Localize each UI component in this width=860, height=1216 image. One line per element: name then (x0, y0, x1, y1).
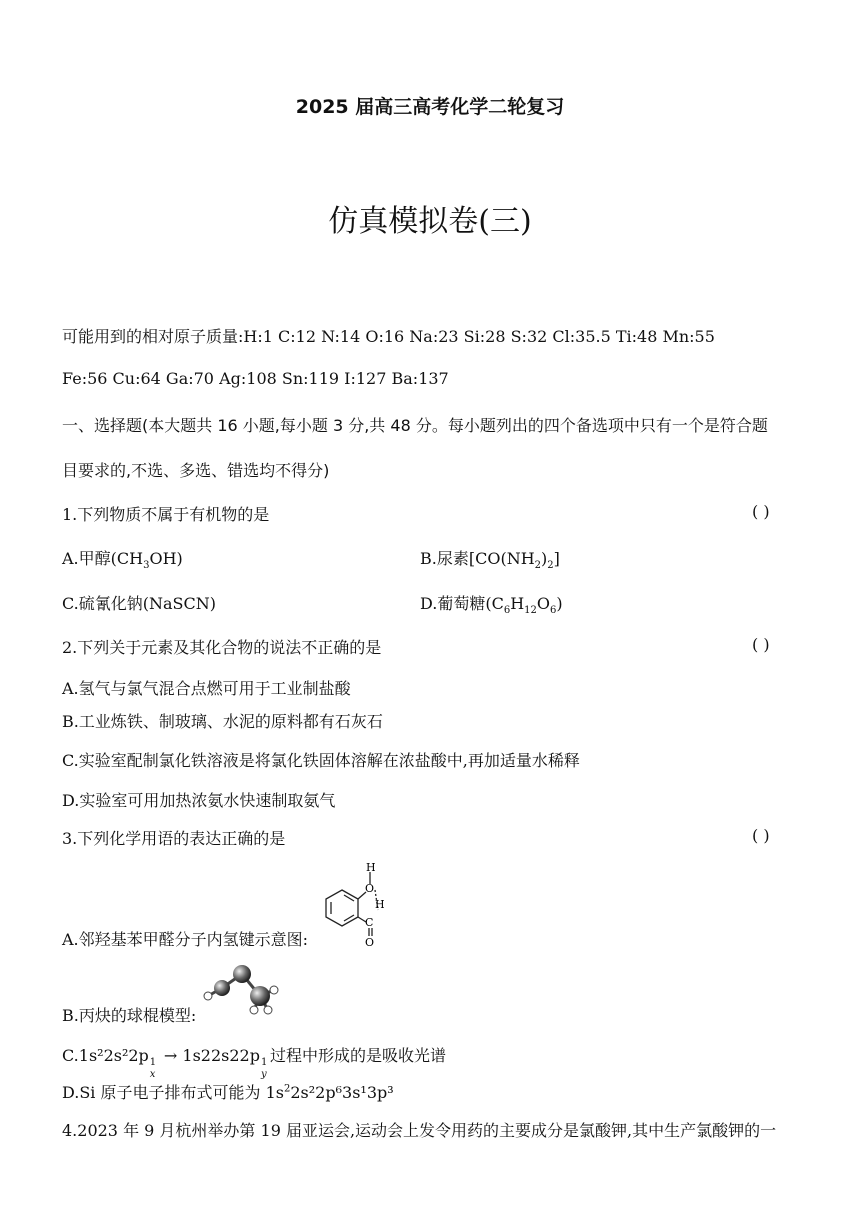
o-label: O (365, 882, 375, 895)
q3-option-b: B.丙炔的球棍模型: (62, 1006, 197, 1025)
c-atom (233, 965, 251, 983)
q2-option-c: C.实验室配制氯化铁溶液是将氯化铁固体溶解在浓盐酸中,再加适量水稀释 (62, 751, 580, 770)
atomic-masses-line2: Fe:56 Cu:64 Ga:70 Ag:108 Sn:119 I:127 Ba:137 (62, 369, 449, 388)
o-label: O (365, 936, 375, 948)
doc-header: 2025 届高三高考化学二轮复习 (295, 96, 565, 118)
atomic-masses-line1: 可能用到的相对原子质量:H:1 C:12 N:14 O:16 Na:23 Si:28 S:32 Cl:35.5 Ti:48 Mn:55 (62, 327, 715, 346)
q3-option-a: A.邻羟基苯甲醛分子内氢键示意图: (62, 930, 309, 949)
c-label: C (365, 916, 374, 929)
c-atom (214, 980, 230, 996)
q1-answer-blank: ( ) (752, 502, 770, 521)
h-atom (204, 992, 212, 1000)
section-heading-line1: 一、选择题(本大题共 16 小题,每小题 3 分,共 48 分。每小题列出的四个备选项中只有一个是符合题 (62, 416, 768, 435)
q3-stem: 3.下列化学用语的表达正确的是 (62, 829, 286, 848)
h-atom (264, 1006, 272, 1014)
q3-option-d: D.Si 原子电子排布式可能为 $1s^22s^22p^63s^13p^3$ (62, 1083, 394, 1102)
salicylaldehyde-hbond-diagram (322, 860, 392, 948)
q1-option-a: A.甲醇$(CH_3OH)$ (62, 549, 183, 572)
q3-answer-blank: ( ) (752, 826, 770, 845)
paper-title: 仿真模拟卷(三) (328, 204, 532, 239)
q1-option-b: B.尿素$[CO(NH_2)_2]$ (420, 549, 560, 572)
q2-stem: 2.下列关于元素及其化合物的说法不正确的是 (62, 638, 382, 657)
q2-option-d: D.实验室可用加热浓氨水快速制取氨气 (62, 791, 336, 810)
h-atom (270, 986, 278, 994)
q1-option-c: C.硫氰化钠(NaSCN) (62, 594, 216, 613)
q2-option-a: A.氢气与氯气混合点燃可用于工业制盐酸 (62, 679, 351, 698)
q1-option-d: D.葡萄糖$(C_6H_{12}O_6)$ (420, 594, 563, 617)
q2-answer-blank: ( ) (752, 635, 770, 654)
q3-option-c: C.1s²2s²2p 1 x → 1s22s22p 1 y 过程中形成的是吸收光谱 (62, 1046, 446, 1080)
h-atom (250, 1006, 258, 1014)
q4-stem: 4.2023 年 9 月杭州举办第 19 届亚运会,运动会上发令用药的主要成分是氯酸钾,其中生产氯酸钾的一 (62, 1121, 777, 1140)
c-atom (250, 986, 270, 1006)
q1-stem: 1.下列物质不属于有机物的是 (62, 505, 270, 524)
q2-option-b: B.工业炼铁、制玻璃、水泥的原料都有石灰石 (62, 712, 383, 731)
h-label: H (366, 861, 376, 874)
h-label: H (375, 898, 385, 911)
propyne-ball-stick-model (200, 962, 284, 1018)
section-heading-line2: 目要求的,不选、多选、错选均不得分) (62, 461, 330, 480)
